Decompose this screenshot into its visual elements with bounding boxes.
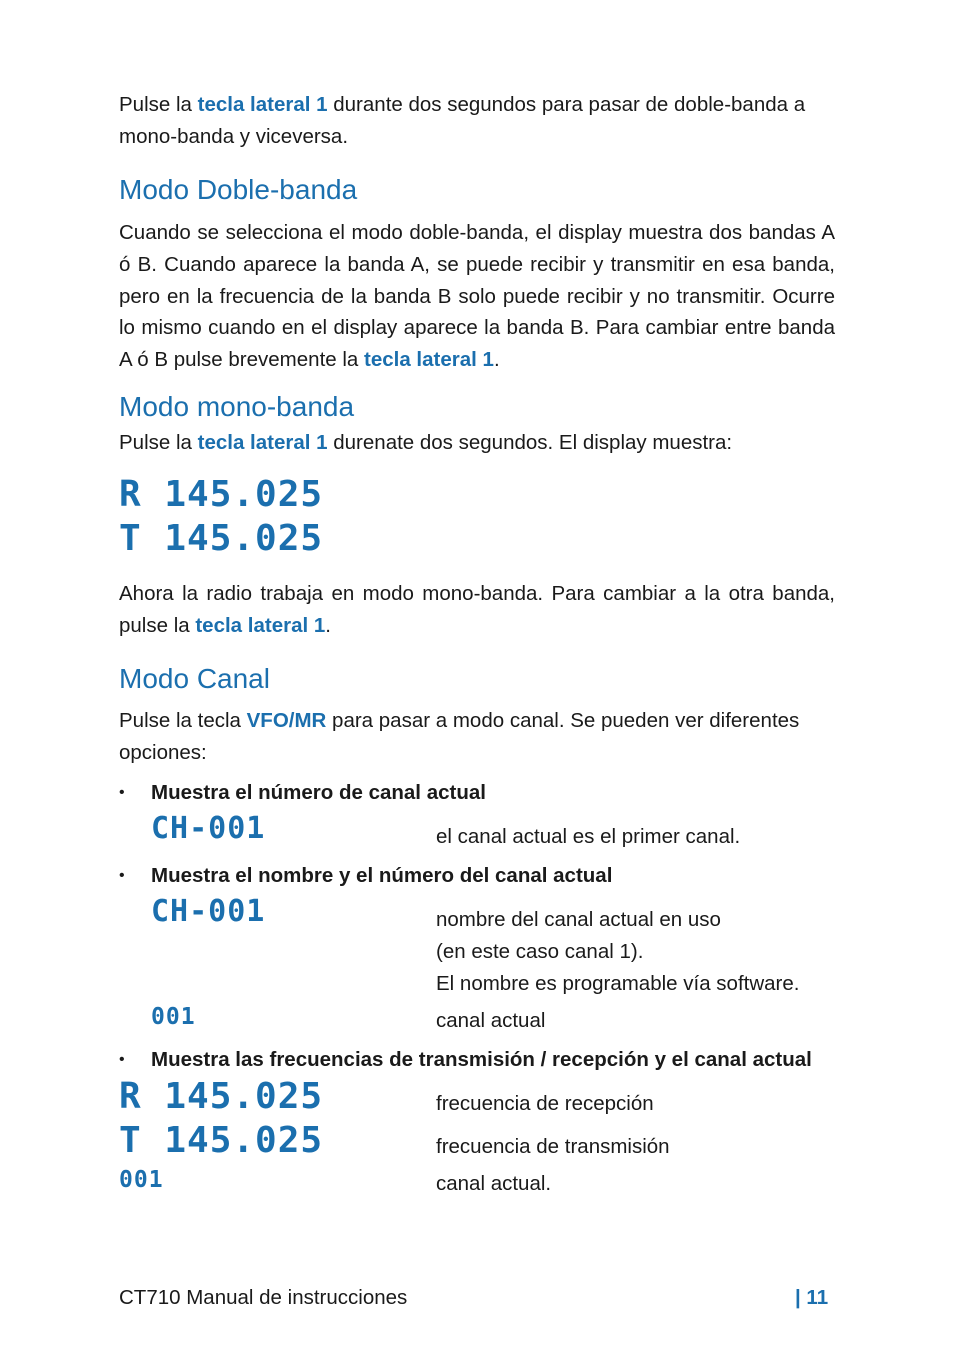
lcd-receive-frequency: R 145.025: [119, 474, 324, 515]
heading-channel-mode: Modo Canal: [119, 663, 270, 694]
lcd-channel-small: 001: [151, 1004, 196, 1030]
intro-paragraph: Pulse la tecla lateral 1 durante dos segundos para pasar de doble-banda a mono-banda y viceversa.: [119, 93, 806, 148]
key-reference: VFO/MR: [246, 709, 327, 732]
mono-band-paragraph: Pulse la tecla lateral 1 durenate dos segundos. El display muestra:: [119, 431, 733, 454]
mono-band-after-paragraph: Ahora la radio trabaja en modo mono-banda. Para cambiar a la otra banda, pulse la tecla lateral 1.: [119, 582, 835, 637]
desc-channel-name-programmable: El nombre es programable vía software.: [436, 972, 800, 995]
key-reference: tecla lateral 1: [197, 93, 328, 116]
desc-current-channel-freq: canal actual.: [436, 1172, 552, 1195]
footer-manual-title: CT710 Manual de instrucciones: [119, 1286, 408, 1309]
desc-current-channel: canal actual: [436, 1009, 546, 1032]
bullet-channel-name-number: • Muestra el nombre y el número del canal actual: [151, 862, 612, 890]
heading-dual-band: Modo Doble-banda: [119, 174, 358, 205]
lcd-receive-frequency-channel: R 145.025: [119, 1076, 324, 1117]
lcd-transmit-frequency: T 145.025: [119, 518, 324, 559]
lcd-channel-number: CH-001: [151, 811, 266, 846]
desc-channel-number: el canal actual es el primer canal.: [436, 825, 741, 848]
channel-mode-paragraph: Pulse la tecla VFO/MR para pasar a modo canal. Se pueden ver diferentes opciones:: [119, 709, 800, 764]
desc-channel-name: nombre del canal actual en uso: [436, 908, 721, 931]
bullet-channel-number: • Muestra el número de canal actual: [151, 779, 486, 807]
bullet-frequencies-channel: • Muestra las frecuencias de transmisión / recepción y el canal actual: [151, 1046, 812, 1074]
footer-page-number: | 11: [795, 1286, 829, 1309]
key-reference: tecla lateral 1: [197, 431, 328, 454]
desc-transmit-frequency: frecuencia de transmisión: [436, 1135, 670, 1158]
key-reference: tecla lateral 1: [195, 613, 326, 637]
lcd-channel-name: CH-001: [151, 894, 266, 929]
desc-receive-frequency: frecuencia de recepción: [436, 1092, 654, 1115]
lcd-transmit-frequency-channel: T 145.025: [119, 1120, 324, 1161]
dual-band-paragraph: Cuando se selecciona el modo doble-banda, el display muestra dos bandas A ó B. Cuando aparece la banda A, se puede recibir y transmitir en esa banda, pero en la frecuencia de la banda B solo puede recibir y no transmitir. Ocurre lo mismo cuando en el display aparece la banda B. Para cambiar entre banda A ó B pulse brevemente la tecla lateral 1.: [119, 221, 835, 372]
lcd-channel-small-freq: 001: [119, 1167, 164, 1193]
heading-mono-band: Modo mono-banda: [119, 391, 355, 422]
desc-channel-name-example: (en este caso canal 1).: [436, 940, 644, 963]
key-reference: tecla lateral 1: [364, 348, 494, 372]
